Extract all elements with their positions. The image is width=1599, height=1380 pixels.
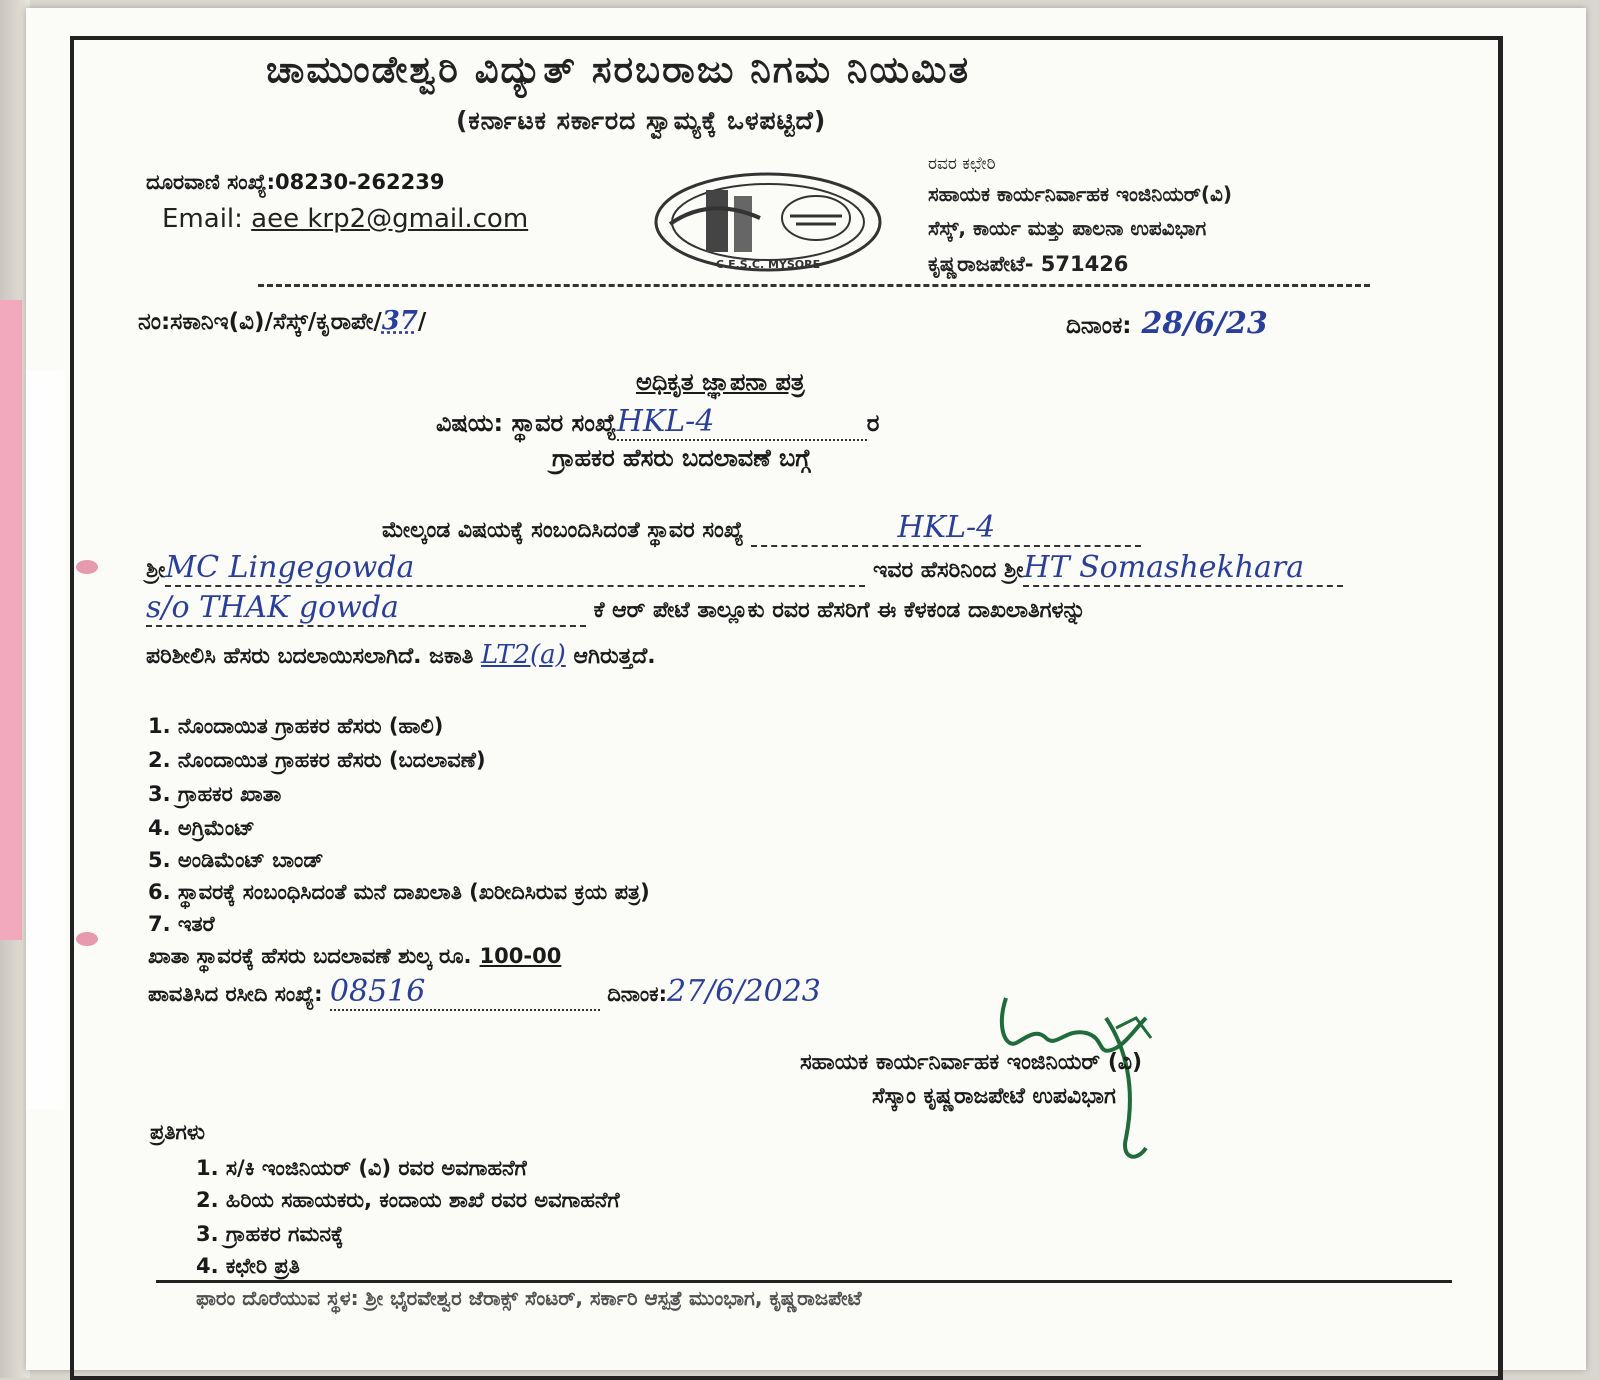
enclosure-item: 7. ಇತರೆ: [148, 912, 215, 936]
header-divider: [258, 284, 1370, 287]
office-line-1: ರವರ ಕಛೇರಿ: [928, 154, 996, 174]
enclosure-item: 1. ನೊಂದಾಯಿತ ಗ್ರಾಹಕರ ಹೆಸರು (ಹಾಲಿ): [148, 714, 444, 738]
signature-mark: [986, 988, 1206, 1168]
copy-item: 1. ಸ/ಕಿ ಇಂಜಿನಿಯರ್ (ವಿ) ರವರ ಅವಗಾಹನೆಗೆ: [196, 1156, 527, 1180]
footer-divider: [156, 1280, 1452, 1283]
copies-heading: ಪ್ರತಿಗಳು: [150, 1120, 205, 1144]
signatory-title: ಸಹಾಯಕ ಕಾರ್ಯನಿರ್ವಾಹಕ ಇಂಜಿನಿಯರ್ (ವಿ): [800, 1050, 1143, 1075]
body-p4-suffix: ಆಗಿರುತ್ತದೆ.: [573, 644, 656, 669]
document-page: [26, 8, 1586, 1370]
organization-subtitle: (ಕರ್ನಾಟಕ ಸರ್ಕಾರದ ಸ್ವಾಮ್ಯಕ್ಕೆ ಒಳಪಟ್ಟಿದೆ): [456, 106, 827, 135]
body-line-4: [146, 640, 656, 670]
body-installation-no: HKL-4: [897, 510, 996, 545]
copy-item: 4. ಕಛೇರಿ ಪ್ರತಿ: [196, 1254, 300, 1278]
body-p2-middle: ಇವರ ಹೆಸರಿನಿಂದ ಶ್ರೀ: [873, 558, 1024, 583]
organization-title: ಚಾಮುಂಡೇಶ್ವರಿ ವಿದ್ಯುತ್ ಸರಬರಾಜು ನಿಗಮ ನಿಯಮಿತ: [266, 48, 971, 91]
punch-hole-icon: [76, 560, 98, 574]
receipt-date-label: ದಿನಾಂಕ:: [607, 982, 668, 1006]
subject-label: ವಿಷಯ: ಸ್ಥಾವರ ಸಂಖ್ಯೆ: [436, 409, 617, 437]
email-label: Email:: [162, 204, 252, 234]
email-line: [162, 204, 528, 234]
file-cover: [0, 300, 22, 940]
footer-note: ಫಾರಂ ದೊರೆಯುವ ಸ್ಥಳ: ಶ್ರೀ ಭೈರವೇಶ್ವರ ಜೆರಾಕ್ಸ್ ಸೆಂಟರ್, ಸರ್ಕಾರಿ ಆಸ್ಪತ್ರೆ ಮುಂಭಾಗ, ಕೃಷ್ಣರಾಜಪೇಟೆ: [196, 1286, 862, 1310]
reference-line: ನಂ:ಸಕಾನಿಇ(ವಿ)/ಸೆಸ್ಕ್/ಕೃರಾಪೇ/37/: [138, 306, 427, 336]
fee-label: ಖಾತಾ ಸ್ಥಾವರಕ್ಕೆ ಹೆಸರು ಬದಲಾವಣೆ ಶುಲ್ಕ ರೂ.: [148, 944, 472, 968]
office-line-3: ಸೆಸ್ಕ್, ಕಾರ್ಯ ಮತ್ತು ಪಾಲನಾ ಉಪವಿಭಾಗ: [928, 216, 1207, 240]
receipt-line: [148, 974, 821, 1011]
enclosure-item: 5. ಅಂಡಿಮೆಂಟ್ ಬಾಂಡ್: [148, 848, 324, 872]
enclosure-item: 2. ನೊಂದಾಯಿತ ಗ್ರಾಹಕರ ಹೆಸರು (ಬದಲಾವಣೆ): [148, 748, 486, 772]
punch-hole-icon: [76, 932, 98, 946]
body-line-2: [146, 550, 1343, 587]
old-consumer-name: MC Lingegowda: [165, 550, 415, 585]
body-line-3: [146, 590, 1086, 627]
reference-label: ನಂ:ಸಕಾನಿಇ(ವಿ)/ಸೆಸ್ಕ್/ಕೃರಾಪೇ/: [138, 309, 382, 335]
body-p2-prefix: ಶ್ರೀ: [146, 558, 166, 583]
document-heading: ಅಧಿಕೃತ ಜ್ಞಾಪನಾ ಪತ್ರ: [636, 368, 805, 396]
signatory-office: ಸೆಸ್ಕಾಂ ಕೃಷ್ಣರಾಜಪೇಟೆ ಉಪವಿಭಾಗ: [872, 1084, 1116, 1109]
phone-number: ದೂರವಾಣಿ ಸಂಖ್ಯೆ:08230-262239: [146, 170, 445, 194]
subject-line-2: ಗ್ರಾಹಕರ ಹೆಸರು ಬದಲಾವಣೆ ಬಗ್ಗೆ: [552, 444, 811, 472]
email-address: aee krp2@gmail.com: [251, 204, 529, 234]
receipt-number: 08516: [329, 974, 426, 1009]
office-line-2: ಸಹಾಯಕ ಕಾರ್ಯನಿರ್ವಾಹಕ ಇಂಜಿನಿಯರ್(ವಿ): [928, 182, 1233, 206]
receipt-label: ಪಾವತಿಸಿದ ರಸೀದಿ ಸಂಖ್ಯೆ:: [148, 982, 323, 1006]
date-line: [1066, 306, 1268, 341]
office-line-4: ಕೃಷ್ಣರಾಜಪೇಟೆ- 571426: [928, 252, 1129, 276]
subject-line: [436, 404, 879, 441]
enclosure-item: 6. ಸ್ಥಾವರಕ್ಕೆ ಸಂಬಂಧಿಸಿದಂತೆ ಮನೆ ದಾಖಲಾತಿ (ಖರೀದಿಸಿರುವ ಕ್ರಯ ಪತ್ರ): [148, 880, 650, 904]
body-p1-text: ಮೇಲ್ಕಂಡ ವಿಷಯಕ್ಕೆ ಸಂಬಂದಿಸಿದಂತೆ ಸ್ಥಾವರ ಸಂಖ್ಯೆ: [382, 518, 744, 543]
copy-item: 3. ಗ್ರಾಹಕರ ಗಮನಕ್ಕೆ: [196, 1222, 344, 1246]
reference-number: 37: [381, 306, 418, 336]
tariff-value: LT2(a): [480, 640, 566, 670]
body-p4-text: ಪರಿಶೀಲಿಸಿ ಹೆಸರು ಬದಲಾಯಿಸಲಾಗಿದೆ. ಜಕಾತಿ: [146, 644, 474, 669]
body-p3-text: ಕೆ ಆರ್ ಪೇಟೆ ತಾಲ್ಲೂಕು ರವರ ಹೆಸರಿಗೆ ಈ ಕೆಳಕಂಡ ದಾಖಲಾತಿಗಳನ್ನು: [593, 598, 1086, 623]
copy-item: 2. ಹಿರಿಯ ಸಹಾಯಕರು, ಕಂದಾಯ ಶಾಖೆ ರವರ ಅವಗಾಹನೆಗೆ: [196, 1188, 620, 1212]
new-consumer-relation: s/o THAK gowda: [146, 590, 399, 625]
subject-suffix: ರ: [866, 409, 880, 437]
new-consumer-name: HT Somashekhara: [1023, 550, 1305, 585]
enclosure-item: 4. ಅಗ್ರಿಮೆಂಟ್: [148, 816, 255, 840]
receipt-date: 27/6/2023: [667, 974, 821, 1009]
cesc-seal-icon: [650, 166, 886, 274]
subject-installation-no: HKL-4: [616, 404, 715, 439]
body-line-1: [382, 510, 1141, 547]
date-label: ದಿನಾಂಕ:: [1066, 313, 1132, 339]
enclosure-item: 3. ಗ್ರಾಹಕರ ಖಾತಾ: [148, 782, 282, 806]
fee-amount: 100-00: [479, 944, 562, 968]
scan-tape-strip: [26, 370, 66, 1110]
fee-line: [148, 944, 561, 969]
seal-text: C.E.S.C. MYSORE: [715, 258, 821, 271]
date-value: 28/6/23: [1141, 306, 1268, 341]
